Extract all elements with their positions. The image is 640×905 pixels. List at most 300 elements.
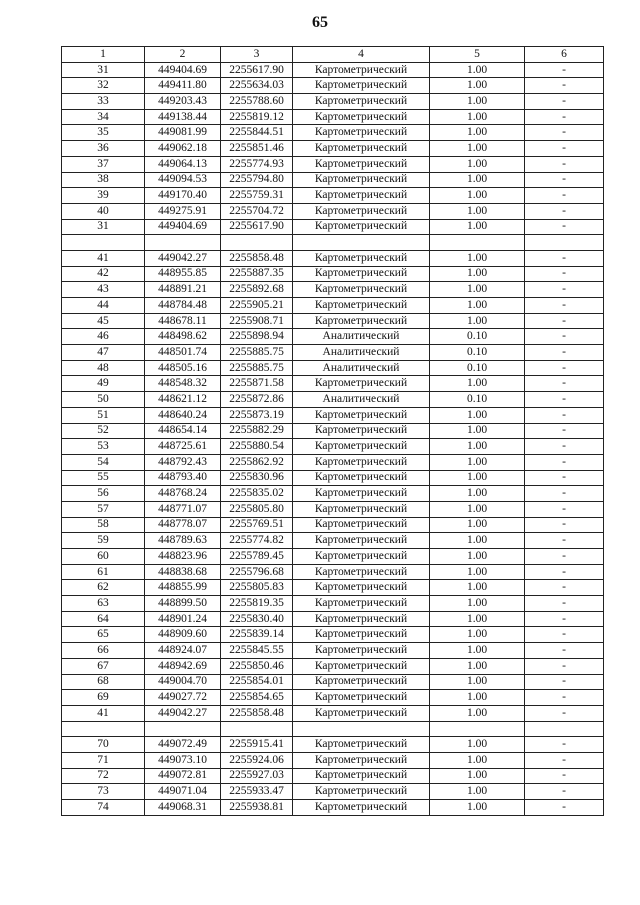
accuracy-cell: 1.00 [430,109,525,125]
y-coordinate-cell: 2255872.86 [221,392,293,408]
point-number-cell: 46 [62,329,145,345]
y-coordinate-cell: 2255887.35 [221,266,293,282]
y-coordinate-cell: 2255844.51 [221,125,293,141]
accuracy-cell: 1.00 [430,690,525,706]
y-coordinate-cell: 2255851.46 [221,141,293,157]
y-coordinate-cell: 2255805.83 [221,580,293,596]
table-row [62,203,604,219]
point-number-cell: 65 [62,627,145,643]
x-coordinate-cell: 448498.62 [145,329,221,345]
point-number-cell: 74 [62,800,145,816]
point-number-cell: 66 [62,643,145,659]
x-coordinate-cell: 449071.04 [145,784,221,800]
table-row [62,752,604,768]
accuracy-cell: 1.00 [430,705,525,721]
x-coordinate-cell: 449404.69 [145,219,221,235]
note-cell: - [525,250,604,266]
table-row [62,360,604,376]
note-cell: - [525,580,604,596]
table-row [62,109,604,125]
table-row [62,658,604,674]
method-cell: Картометрический [293,250,430,266]
table-row [62,62,604,78]
point-number-cell: 51 [62,407,145,423]
y-coordinate-cell: 2255819.35 [221,596,293,612]
note-cell: - [525,423,604,439]
x-coordinate-cell: 449072.81 [145,768,221,784]
point-number-cell: 64 [62,611,145,627]
y-coordinate-cell: 2255892.68 [221,282,293,298]
x-coordinate-cell: 449411.80 [145,78,221,94]
y-coordinate-cell: 2255774.93 [221,156,293,172]
y-coordinate-cell: 2255839.14 [221,627,293,643]
point-number-cell: 58 [62,517,145,533]
accuracy-cell: 1.00 [430,674,525,690]
y-coordinate-cell: 2255805.80 [221,501,293,517]
x-coordinate-cell: 449170.40 [145,188,221,204]
method-cell: Картометрический [293,266,430,282]
table-row [62,282,604,298]
accuracy-cell: 1.00 [430,125,525,141]
x-coordinate-cell: 449275.91 [145,203,221,219]
method-cell: Картометрический [293,313,430,329]
point-number-cell: 33 [62,94,145,110]
method-cell: Аналитический [293,360,430,376]
y-coordinate-cell: 2255774.82 [221,533,293,549]
accuracy-cell: 1.00 [430,156,525,172]
method-cell: Картометрический [293,407,430,423]
point-number-cell: 39 [62,188,145,204]
note-cell: - [525,156,604,172]
accuracy-cell: 1.00 [430,549,525,565]
y-coordinate-cell: 2255858.48 [221,250,293,266]
method-cell: Картометрический [293,737,430,753]
note-cell: - [525,533,604,549]
note-cell: - [525,517,604,533]
accuracy-cell: 1.00 [430,188,525,204]
method-cell: Картометрический [293,658,430,674]
point-number-cell: 54 [62,454,145,470]
x-coordinate-cell [145,721,221,737]
point-number-cell: 31 [62,219,145,235]
accuracy-cell: 1.00 [430,219,525,235]
note-cell: - [525,627,604,643]
coordinates-table [61,46,604,816]
table-row [62,298,604,314]
accuracy-cell: 1.00 [430,643,525,659]
note-cell [525,235,604,251]
column-header: 3 [221,47,293,63]
y-coordinate-cell: 2255854.01 [221,674,293,690]
point-number-cell: 31 [62,62,145,78]
y-coordinate-cell [221,235,293,251]
point-number-cell: 49 [62,376,145,392]
x-coordinate-cell: 448891.21 [145,282,221,298]
y-coordinate-cell: 2255796.68 [221,564,293,580]
accuracy-cell: 1.00 [430,439,525,455]
note-cell: - [525,690,604,706]
x-coordinate-cell: 448778.07 [145,517,221,533]
x-coordinate-cell: 448901.24 [145,611,221,627]
method-cell: Аналитический [293,329,430,345]
x-coordinate-cell: 448725.61 [145,439,221,455]
y-coordinate-cell: 2255634.03 [221,78,293,94]
accuracy-cell: 1.00 [430,203,525,219]
x-coordinate-cell: 448793.40 [145,470,221,486]
y-coordinate-cell: 2255880.54 [221,439,293,455]
accuracy-cell: 1.00 [430,486,525,502]
y-coordinate-cell: 2255858.48 [221,705,293,721]
method-cell: Картометрический [293,501,430,517]
point-number-cell: 47 [62,345,145,361]
table-row [62,596,604,612]
point-number-cell [62,235,145,251]
accuracy-cell: 1.00 [430,580,525,596]
y-coordinate-cell [221,721,293,737]
table-row [62,800,604,816]
accuracy-cell: 1.00 [430,470,525,486]
table-row [62,470,604,486]
y-coordinate-cell: 2255915.41 [221,737,293,753]
table-row [62,501,604,517]
method-cell: Картометрический [293,596,430,612]
point-number-cell: 70 [62,737,145,753]
accuracy-cell: 1.00 [430,282,525,298]
note-cell: - [525,454,604,470]
point-number-cell: 63 [62,596,145,612]
table-row [62,219,604,235]
point-number-cell: 72 [62,768,145,784]
x-coordinate-cell: 448678.11 [145,313,221,329]
table-row [62,627,604,643]
point-number-cell: 62 [62,580,145,596]
accuracy-cell: 1.00 [430,62,525,78]
y-coordinate-cell: 2255885.75 [221,360,293,376]
y-coordinate-cell: 2255938.81 [221,800,293,816]
x-coordinate-cell: 448640.24 [145,407,221,423]
point-number-cell: 32 [62,78,145,94]
note-cell: - [525,611,604,627]
accuracy-cell: 1.00 [430,172,525,188]
y-coordinate-cell: 2255873.19 [221,407,293,423]
note-cell: - [525,407,604,423]
point-number-cell: 37 [62,156,145,172]
point-number-cell: 57 [62,501,145,517]
y-coordinate-cell: 2255854.65 [221,690,293,706]
method-cell: Картометрический [293,486,430,502]
note-cell: - [525,141,604,157]
point-number-cell: 55 [62,470,145,486]
point-number-cell: 45 [62,313,145,329]
accuracy-cell: 0.10 [430,392,525,408]
note-cell: - [525,752,604,768]
note-cell: - [525,439,604,455]
column-header: 1 [62,47,145,63]
x-coordinate-cell: 448548.32 [145,376,221,392]
method-cell: Картометрический [293,690,430,706]
x-coordinate-cell: 448621.12 [145,392,221,408]
accuracy-cell: 0.10 [430,360,525,376]
method-cell: Картометрический [293,109,430,125]
note-cell: - [525,125,604,141]
note-cell: - [525,109,604,125]
table-row [62,784,604,800]
y-coordinate-cell: 2255789.45 [221,549,293,565]
accuracy-cell: 1.00 [430,423,525,439]
point-number-cell: 40 [62,203,145,219]
point-number-cell: 50 [62,392,145,408]
note-cell: - [525,188,604,204]
x-coordinate-cell: 449027.72 [145,690,221,706]
column-header: 5 [430,47,525,63]
note-cell: - [525,643,604,659]
point-number-cell: 68 [62,674,145,690]
x-coordinate-cell: 448784.48 [145,298,221,314]
y-coordinate-cell: 2255871.58 [221,376,293,392]
table-row [62,188,604,204]
method-cell: Картометрический [293,627,430,643]
point-number-cell: 36 [62,141,145,157]
point-number-cell: 61 [62,564,145,580]
method-cell: Картометрический [293,533,430,549]
method-cell: Картометрический [293,78,430,94]
table-row [62,768,604,784]
note-cell: - [525,392,604,408]
note-cell: - [525,282,604,298]
x-coordinate-cell: 449042.27 [145,705,221,721]
note-cell: - [525,470,604,486]
table-row [62,235,604,251]
accuracy-cell: 1.00 [430,250,525,266]
method-cell: Картометрический [293,298,430,314]
table-row [62,329,604,345]
accuracy-cell: 1.00 [430,784,525,800]
note-cell: - [525,172,604,188]
table-row [62,580,604,596]
y-coordinate-cell: 2255788.60 [221,94,293,110]
page-number: 65 [312,14,328,31]
accuracy-cell: 1.00 [430,454,525,470]
x-coordinate-cell: 449064.13 [145,156,221,172]
method-cell: Картометрический [293,564,430,580]
y-coordinate-cell: 2255617.90 [221,219,293,235]
x-coordinate-cell: 449404.69 [145,62,221,78]
table-row [62,643,604,659]
method-cell: Картометрический [293,768,430,784]
y-coordinate-cell: 2255794.80 [221,172,293,188]
method-cell: Картометрический [293,784,430,800]
note-cell: - [525,784,604,800]
point-number-cell: 73 [62,784,145,800]
accuracy-cell [430,721,525,737]
x-coordinate-cell: 448505.16 [145,360,221,376]
x-coordinate-cell: 449073.10 [145,752,221,768]
point-number-cell: 69 [62,690,145,706]
accuracy-cell [430,235,525,251]
x-coordinate-cell: 449094.53 [145,172,221,188]
note-cell: - [525,564,604,580]
x-coordinate-cell: 448955.85 [145,266,221,282]
table-row [62,517,604,533]
method-cell: Картометрический [293,172,430,188]
method-cell: Картометрический [293,454,430,470]
column-header: 6 [525,47,604,63]
table-row [62,250,604,266]
x-coordinate-cell: 448501.74 [145,345,221,361]
table-row [62,533,604,549]
accuracy-cell: 1.00 [430,94,525,110]
note-cell: - [525,549,604,565]
accuracy-cell: 0.10 [430,329,525,345]
y-coordinate-cell: 2255905.21 [221,298,293,314]
table-row [62,313,604,329]
table-row [62,392,604,408]
note-cell: - [525,298,604,314]
accuracy-cell: 1.00 [430,298,525,314]
y-coordinate-cell: 2255908.71 [221,313,293,329]
table-row [62,674,604,690]
point-number-cell [62,721,145,737]
y-coordinate-cell: 2255885.75 [221,345,293,361]
method-cell: Картометрический [293,705,430,721]
accuracy-cell: 1.00 [430,501,525,517]
table-row [62,454,604,470]
table-row [62,721,604,737]
note-cell: - [525,596,604,612]
table-row [62,705,604,721]
table-row [62,564,604,580]
note-cell: - [525,203,604,219]
x-coordinate-cell: 449004.70 [145,674,221,690]
point-number-cell: 38 [62,172,145,188]
y-coordinate-cell: 2255769.51 [221,517,293,533]
point-number-cell: 34 [62,109,145,125]
y-coordinate-cell: 2255933.47 [221,784,293,800]
note-cell: - [525,486,604,502]
table-row [62,172,604,188]
table-row [62,156,604,172]
method-cell: Картометрический [293,156,430,172]
accuracy-cell: 1.00 [430,596,525,612]
point-number-cell: 52 [62,423,145,439]
x-coordinate-cell: 448654.14 [145,423,221,439]
note-cell: - [525,360,604,376]
point-number-cell: 71 [62,752,145,768]
method-cell: Аналитический [293,345,430,361]
table-header-row [62,47,604,63]
y-coordinate-cell: 2255819.12 [221,109,293,125]
x-coordinate-cell: 449042.27 [145,250,221,266]
method-cell: Картометрический [293,188,430,204]
point-number-cell: 44 [62,298,145,314]
method-cell: Картометрический [293,125,430,141]
table-row [62,266,604,282]
note-cell: - [525,94,604,110]
x-coordinate-cell: 448855.99 [145,580,221,596]
note-cell: - [525,376,604,392]
method-cell [293,721,430,737]
table-row [62,690,604,706]
accuracy-cell: 1.00 [430,517,525,533]
method-cell: Картометрический [293,580,430,596]
y-coordinate-cell: 2255882.29 [221,423,293,439]
note-cell: - [525,62,604,78]
method-cell: Картометрический [293,282,430,298]
y-coordinate-cell: 2255850.46 [221,658,293,674]
method-cell: Картометрический [293,517,430,533]
accuracy-cell: 0.10 [430,345,525,361]
note-cell: - [525,313,604,329]
note-cell: - [525,78,604,94]
method-cell: Картометрический [293,62,430,78]
table-row [62,486,604,502]
x-coordinate-cell: 448792.43 [145,454,221,470]
method-cell: Картометрический [293,141,430,157]
x-coordinate-cell: 448838.68 [145,564,221,580]
point-number-cell: 42 [62,266,145,282]
x-coordinate-cell: 448942.69 [145,658,221,674]
y-coordinate-cell: 2255924.06 [221,752,293,768]
method-cell: Картометрический [293,800,430,816]
table-row [62,141,604,157]
note-cell: - [525,737,604,753]
x-coordinate-cell: 448768.24 [145,486,221,502]
x-coordinate-cell: 448789.63 [145,533,221,549]
table-row [62,125,604,141]
y-coordinate-cell: 2255704.72 [221,203,293,219]
note-cell: - [525,219,604,235]
point-number-cell: 41 [62,705,145,721]
accuracy-cell: 1.00 [430,141,525,157]
method-cell: Картометрический [293,219,430,235]
note-cell: - [525,329,604,345]
y-coordinate-cell: 2255898.94 [221,329,293,345]
method-cell: Картометрический [293,423,430,439]
x-coordinate-cell: 448771.07 [145,501,221,517]
table-row [62,407,604,423]
x-coordinate-cell: 448899.50 [145,596,221,612]
accuracy-cell: 1.00 [430,658,525,674]
note-cell: - [525,658,604,674]
accuracy-cell: 1.00 [430,737,525,753]
method-cell: Картометрический [293,752,430,768]
table-row [62,345,604,361]
method-cell: Картометрический [293,674,430,690]
method-cell: Аналитический [293,392,430,408]
note-cell: - [525,768,604,784]
point-number-cell: 43 [62,282,145,298]
note-cell [525,721,604,737]
point-number-cell: 60 [62,549,145,565]
column-header: 4 [293,47,430,63]
y-coordinate-cell: 2255759.31 [221,188,293,204]
note-cell: - [525,674,604,690]
y-coordinate-cell: 2255830.96 [221,470,293,486]
y-coordinate-cell: 2255845.55 [221,643,293,659]
point-number-cell: 53 [62,439,145,455]
point-number-cell: 67 [62,658,145,674]
note-cell: - [525,705,604,721]
x-coordinate-cell: 448823.96 [145,549,221,565]
accuracy-cell: 1.00 [430,752,525,768]
x-coordinate-cell: 449203.43 [145,94,221,110]
x-coordinate-cell: 449081.99 [145,125,221,141]
note-cell: - [525,345,604,361]
note-cell: - [525,266,604,282]
column-header: 2 [145,47,221,63]
point-number-cell: 41 [62,250,145,266]
method-cell: Картометрический [293,470,430,486]
